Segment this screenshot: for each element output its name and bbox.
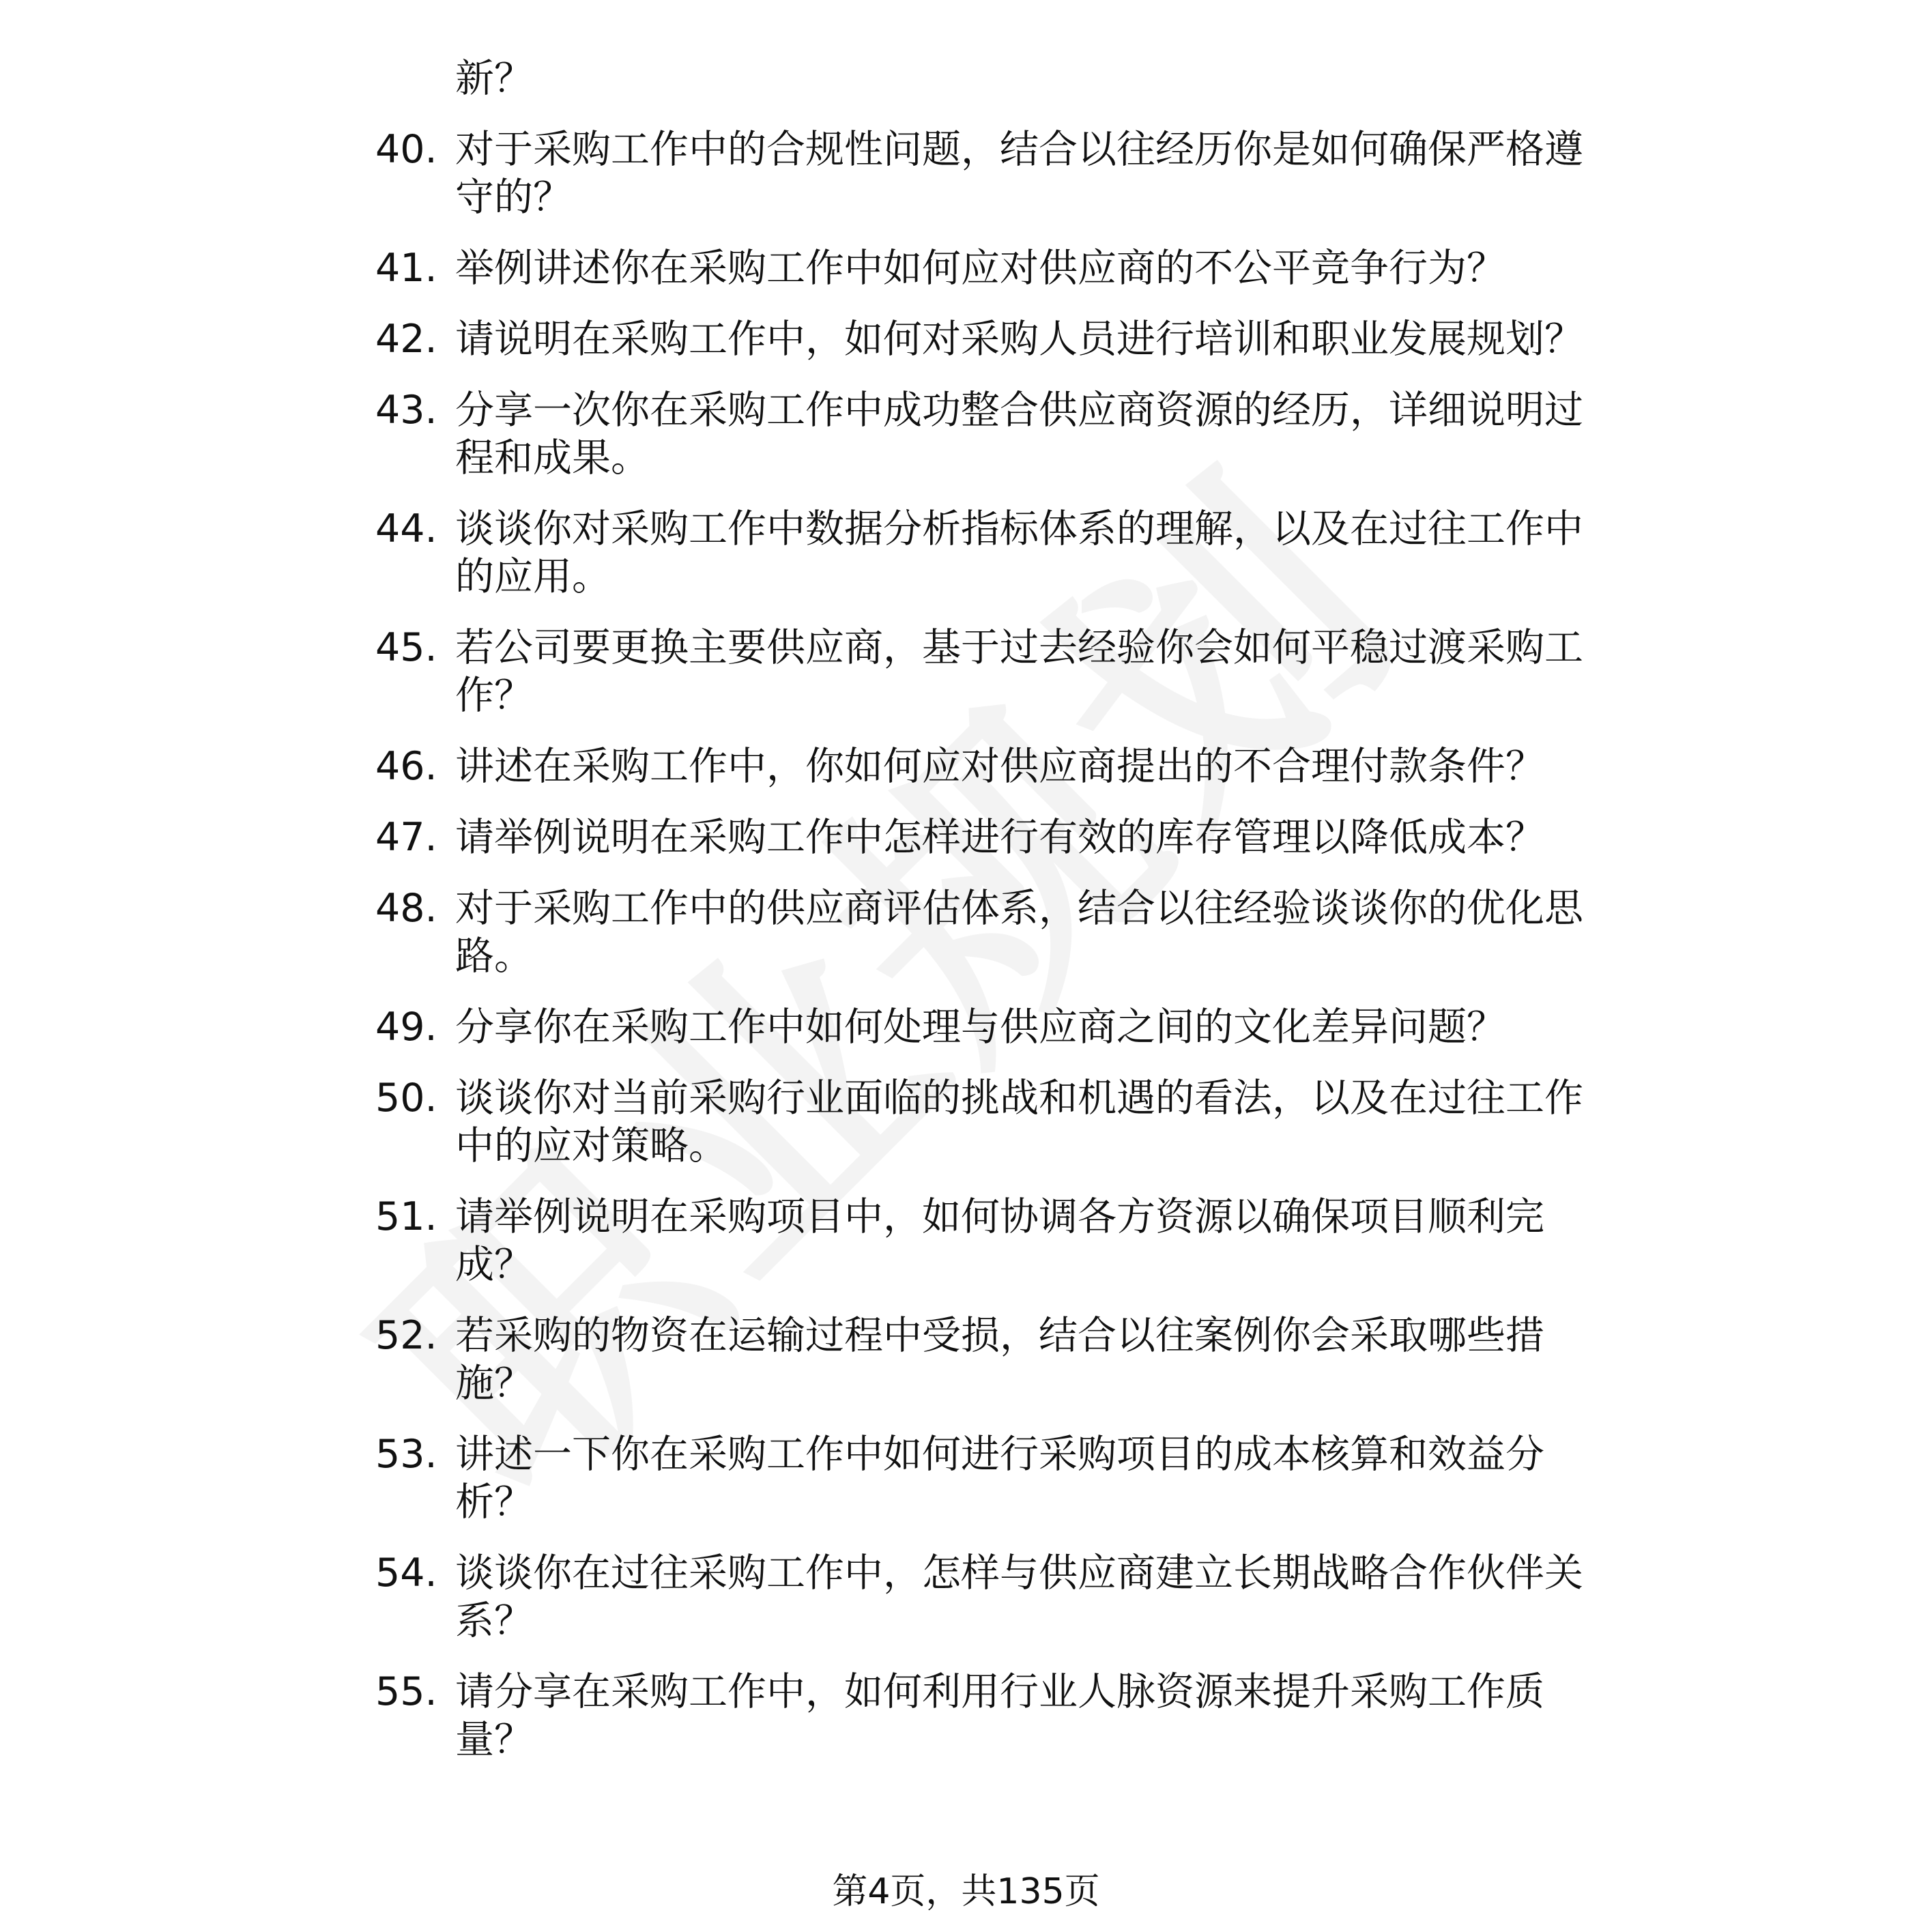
question-number: 41. <box>375 246 437 291</box>
question-item <box>375 126 1597 221</box>
question-item <box>375 742 1597 790</box>
question-item <box>375 813 1597 861</box>
question-text: 谈谈你在过往采购工作中，怎样与供应商建立长期战略合作伙伴关系？ <box>455 1551 1583 1643</box>
question-item <box>375 505 1597 601</box>
question-item <box>375 386 1597 482</box>
question-text: 对于采购工作中的供应商评估体系，结合以往经验谈谈你的优化思路。 <box>455 886 1583 979</box>
question-text: 请说明在采购工作中，如何对采购人员进行培训和职业发展规划？ <box>455 317 1583 362</box>
question-number: 47. <box>375 815 437 860</box>
question-text: 对于采购工作中的合规性问题，结合以往经历你是如何确保严格遵守的？ <box>455 127 1583 220</box>
question-text: 谈谈你对采购工作中数据分析指标体系的理解，以及在过往工作中的应用。 <box>455 506 1583 599</box>
document-body <box>375 55 1597 1787</box>
question-number: 52. <box>375 1313 437 1358</box>
question-item <box>375 1668 1597 1763</box>
question-item <box>375 315 1597 363</box>
question-number: 50. <box>375 1076 437 1121</box>
continuation-text: 新？ <box>455 56 533 101</box>
question-text: 请分享在采购工作中，如何利用行业人脉资源来提升采购工作质量？ <box>455 1669 1544 1762</box>
question-text: 若公司要更换主要供应商，基于过去经验你会如何平稳过渡采购工作？ <box>455 625 1583 718</box>
page-footer: 第4页，共135页 <box>832 1871 1100 1912</box>
question-item <box>375 884 1597 980</box>
question-text: 请举例说明在采购项目中，如何协调各方资源以确保项目顺利完成？ <box>455 1194 1544 1287</box>
question-text: 若采购的物资在运输过程中受损，结合以往案例你会采取哪些措施？ <box>455 1313 1544 1406</box>
question-number: 54. <box>375 1551 437 1596</box>
question-text: 分享一次你在采购工作中成功整合供应商资源的经历，详细说明过程和成果。 <box>455 388 1583 480</box>
question-item <box>375 1312 1597 1407</box>
question-number: 42. <box>375 317 437 362</box>
question-text: 请举例说明在采购工作中怎样进行有效的库存管理以降低成本？ <box>455 815 1544 860</box>
question-text: 举例讲述你在采购工作中如何应对供应商的不公平竞争行为？ <box>455 246 1505 291</box>
question-number: 44. <box>375 506 437 551</box>
question-list <box>375 126 1597 1763</box>
question-item <box>375 1003 1597 1051</box>
question-item <box>375 624 1597 719</box>
question-number: 49. <box>375 1005 437 1050</box>
question-number: 53. <box>375 1432 437 1477</box>
question-item <box>375 1074 1597 1170</box>
question-number: 51. <box>375 1194 437 1239</box>
question-text: 谈谈你对当前采购行业面临的挑战和机遇的看法，以及在过往工作中的应对策略。 <box>455 1076 1583 1168</box>
question-item <box>375 1193 1597 1288</box>
question-number: 40. <box>375 127 437 172</box>
question-text: 分享你在采购工作中如何处理与供应商之间的文化差异问题？ <box>455 1005 1505 1050</box>
question-item <box>375 1430 1597 1526</box>
question-number: 55. <box>375 1669 437 1714</box>
question-text: 讲述在采购工作中，你如何应对供应商提出的不合理付款条件？ <box>455 744 1544 789</box>
question-number: 45. <box>375 625 437 670</box>
question-number: 46. <box>375 744 437 789</box>
question-item <box>375 1549 1597 1645</box>
question-item <box>375 244 1597 292</box>
question-number: 43. <box>375 388 437 433</box>
question-number: 48. <box>375 886 437 931</box>
question-text: 讲述一下你在采购工作中如何进行采购项目的成本核算和效益分析？ <box>455 1432 1544 1525</box>
